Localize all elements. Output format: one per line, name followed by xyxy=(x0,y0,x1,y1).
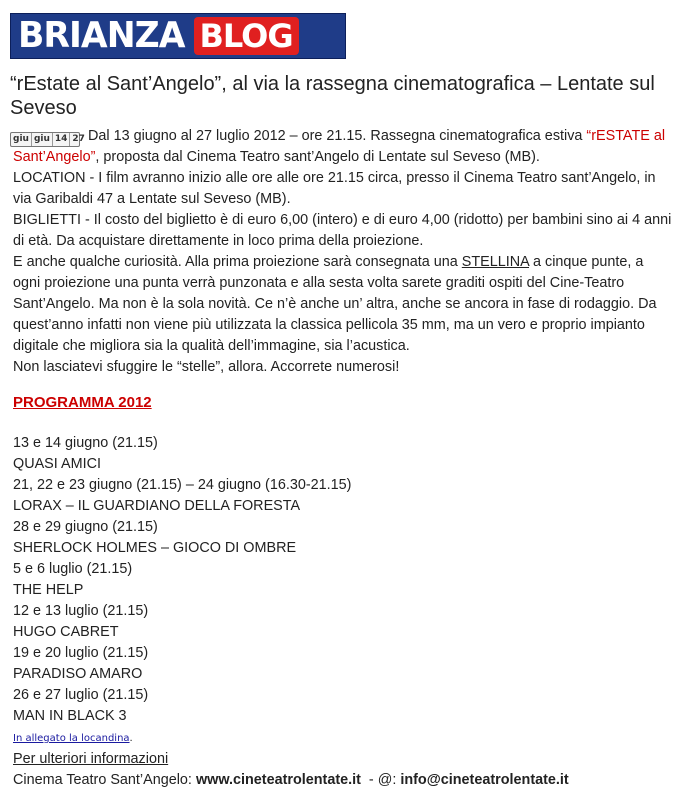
date-badge-day-end: 27 xyxy=(72,134,85,144)
program-film: PARADISO AMARO xyxy=(13,666,143,682)
program-date: 12 e 13 luglio (21.15) xyxy=(13,603,149,619)
program-film: THE HELP xyxy=(13,582,84,598)
article-body xyxy=(13,126,673,791)
festival-name-highlight: “rESTATE al Sant’Angelo” xyxy=(13,128,666,165)
program-film: QUASI AMICI xyxy=(13,456,101,472)
program-date: 13 e 14 giugno (21.15) xyxy=(13,435,158,451)
date-badge-month-end: giu xyxy=(32,133,53,146)
stellina-word: STELLINA xyxy=(461,254,529,270)
intro-paragraph xyxy=(13,126,673,168)
program-heading: PROGRAMMA 2012 xyxy=(13,394,152,411)
date-badge-day-start: 14 xyxy=(53,133,71,146)
tickets-paragraph: BIGLIETTI - Il costo del biglietto è di euro 6,00 (intero) e di euro 4,00 (ridotto) per bambini sino ai 4 anni di età. Da acquistare direttamente in loco prima della proiezione. xyxy=(13,212,672,249)
locandina-line xyxy=(13,727,673,749)
contact-website: www.cineteatrolentate.it xyxy=(195,772,361,788)
closing-paragraph: Non lasciatevi sfuggire le “stelle”, allora. Accorrete numerosi! xyxy=(13,359,400,375)
contact-line xyxy=(13,770,673,791)
program-film: SHERLOCK HOLMES – GIOCO DI OMBRE xyxy=(13,540,297,556)
locandina-suffix: . xyxy=(129,733,133,744)
contact-separator: - @: xyxy=(360,772,401,788)
intro-text-end: , proposta dal Cinema Teatro sant’Angelo di Lentate sul Seveso (MB). xyxy=(95,149,540,165)
program-list xyxy=(13,433,673,727)
program-date: 26 e 27 luglio (21.15) xyxy=(13,687,149,703)
contact-prefix: Cinema Teatro Sant’Angelo: xyxy=(13,772,196,788)
curiosity-paragraph xyxy=(13,252,673,357)
program-date: 19 e 20 luglio (21.15) xyxy=(13,645,149,661)
contact-email: info@cineteatrolentate.it xyxy=(400,772,569,788)
program-film: HUGO CABRET xyxy=(13,624,119,640)
curiosity-text: E anche qualche curiosità. Alla prima proiezione sarà consegnata una xyxy=(13,254,462,270)
locandina-link[interactable]: In allegato la locandina xyxy=(13,733,130,744)
location-paragraph: LOCATION - I film avranno inizio alle ore alle ore 21.15 circa, presso il Cinema Teatro sant’Angelo, in via Garibaldi 47 a Lentate sul Seveso (MB). xyxy=(13,170,656,207)
logo-blog-text: BLOG xyxy=(194,17,299,55)
site-logo[interactable] xyxy=(10,13,346,59)
program-date: 21, 22 e 23 giugno (21.15) – 24 giugno (16.30-21.15) xyxy=(13,477,352,493)
intro-text: Dal 13 giugno al 27 luglio 2012 – ore 21.15. Rassegna cinematografica estiva xyxy=(88,128,587,144)
article-title[interactable]: “rEstate al Sant’Angelo”, al via la rassegna cinematografica – Lentate sul Seveso xyxy=(10,73,655,119)
program-film: MAN IN BLACK 3 xyxy=(13,708,127,724)
info-line xyxy=(13,749,673,770)
program-film: LORAX – IL GUARDIANO DELLA FORESTA xyxy=(13,498,301,514)
program-date: 5 e 6 luglio (21.15) xyxy=(13,561,133,577)
curiosity-text-end: a cinque punte, a ogni proiezione una punta verrà punzonata e alla sesta volta sarete graditi ospiti del Cine-Teatro Sant’Angelo. Ma non è la sola novità. Ce n’è anche un’ altra, anche se ancora in fase di rodaggio. Da quest’anno infatti non viene più utilizzata la classica pellicola 35 mm, ma un vero e proprio impianto digitale che migliora sia la qualità dell’immagine, sia l’acustica. xyxy=(13,254,657,354)
program-date: 28 e 29 giugno (21.15) xyxy=(13,519,158,535)
more-info-link[interactable]: Per ulteriori informazioni xyxy=(13,751,169,767)
date-badge-month-start: giu xyxy=(11,133,32,146)
logo-brianza-text: BRIANZA xyxy=(18,15,185,56)
